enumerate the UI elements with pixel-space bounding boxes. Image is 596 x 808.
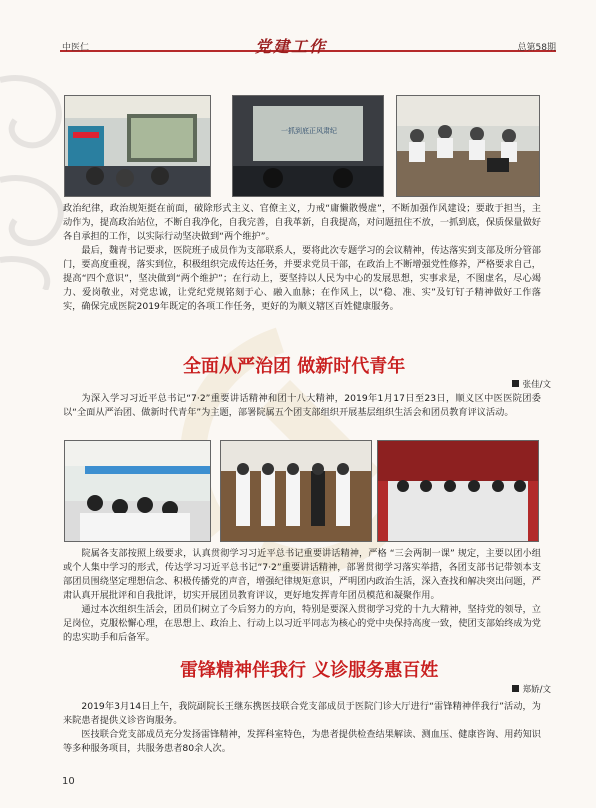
article3-paragraph-1: 2019年3月14日上午，我院副院长王继东携医技联合党支部成员于医院门诊大厅进行“雷锋精神伴我行”活动，为来院患者提供义诊咨询服务。: [63, 701, 541, 726]
photo-nurses-standing: [220, 440, 372, 542]
article2-paragraph-1: 院属各支部按照上级要求，认真贯彻学习习近平总书记重要讲话精神，严格 “三会两制一课” 规定，主要以团小组或个人集中学习的形式，传达学习习近平总书记“7·2”重要讲话精神，部署贯彻学习落实举措，各团支部书记带领本支部团员围绕坚定理想信念、积极传播党的声音，增强纪律规矩意识，严明团内政治生活，深入查找和解决突出问题，严肃认真开展批评和自我批评，切实开展团员教育评议，更好地发挥青年团员模范和凝聚作用。: [63, 548, 541, 601]
article2-author: 张佳/文: [522, 380, 551, 390]
article3-body: [63, 700, 541, 756]
photo-meeting-screen-1: [64, 95, 211, 197]
article2-intro-text: 为深入学习习近平总书记“7·2”重要讲话精神和团十八大精神，2019年1月17日至23日，顺义区中医医院团委以“全面从严治团、做新时代青年”为主题，部署院属五个团支部组织开展基层组织生活会和团员教育评议活动。: [63, 393, 541, 418]
section1-paragraph-1: 政治纪律，政治规矩挺在前面，破除形式主义、官僚主义，力戒“庸懒散慢虚”，不断加强作风建设；要敢于担当，主动作为，提高政治站位，不断自我净化，自我完善，自我革新，自我提高，对问题扭住不放，一抓到底，保质保量做好各自承担的工作，以实际行动坚决做到“两个维护”。: [63, 203, 541, 242]
photo-youth-league-meeting: [64, 440, 211, 542]
journal-name: 中医仁: [62, 43, 90, 53]
article2-body: [63, 547, 541, 645]
issue-number: 总第58期: [517, 43, 556, 53]
photo-meeting-screen-2: [232, 95, 384, 197]
article3-author: 郑娇/文: [522, 685, 551, 695]
article3-paragraph-2: 医技联合党支部成员充分发扬雷锋精神，发挥科室特色，为患者提供检查结果解读、测血压、健康咨询、用药知识等多种服务项目，共服务患者80余人次。: [63, 729, 541, 754]
article2-paragraph-2: 通过本次组织生活会，团员们树立了今后努力的方向，特别是要深入贯彻学习党的十九大精神，坚持党的领导，立足岗位，克服松懈心理，在思想上、政治上、行动上以习近平同志为核心的党中央保持高度一致，使团支部始终成为党的忠实助手和后备军。: [63, 604, 541, 643]
photo-staff-group: [377, 440, 539, 542]
section1-body: [63, 202, 541, 314]
section1-paragraph-2: 最后，魏青书记要求，医院班子成员作为支部联系人，要将此次专题学习的会议精神，传达落实到支部及所分管部门，要高度重视，落实到位，积极组织完成传达任务，并要求党员干部，在政治上不断增强党性修养，严格要求自己，提高“四个意识”，坚决做到“两个维护”；在行动上，要坚持以人民为中心的发展思想，实事求是，不图虚名，尽心竭力、爱岗敬业，对党忠诚，让党纪党规铭刻于心、融入血脉；在作风上，以“稳、准、实”及钉钉子精神做好工作落实，确保完成医院2019年既定的各项工作任务，更好的为顺义辖区百姓健康服务。: [63, 245, 541, 312]
byline-square-icon: [512, 685, 519, 692]
byline-square-icon: [512, 380, 519, 387]
page-number: 10: [62, 776, 75, 787]
article2-intro: [63, 392, 541, 420]
section-title: 党建工作: [255, 37, 328, 56]
article2-headline: 全面从严治团 做新时代青年: [183, 356, 406, 377]
article3-byline: [512, 683, 551, 695]
article2-byline: [512, 378, 551, 390]
article3-headline: 雷锋精神伴我行 义诊服务惠百姓: [180, 660, 439, 681]
projected-slide-text: 一抓到底正风肃纪: [281, 127, 337, 135]
photo-meeting-room: [396, 95, 540, 197]
